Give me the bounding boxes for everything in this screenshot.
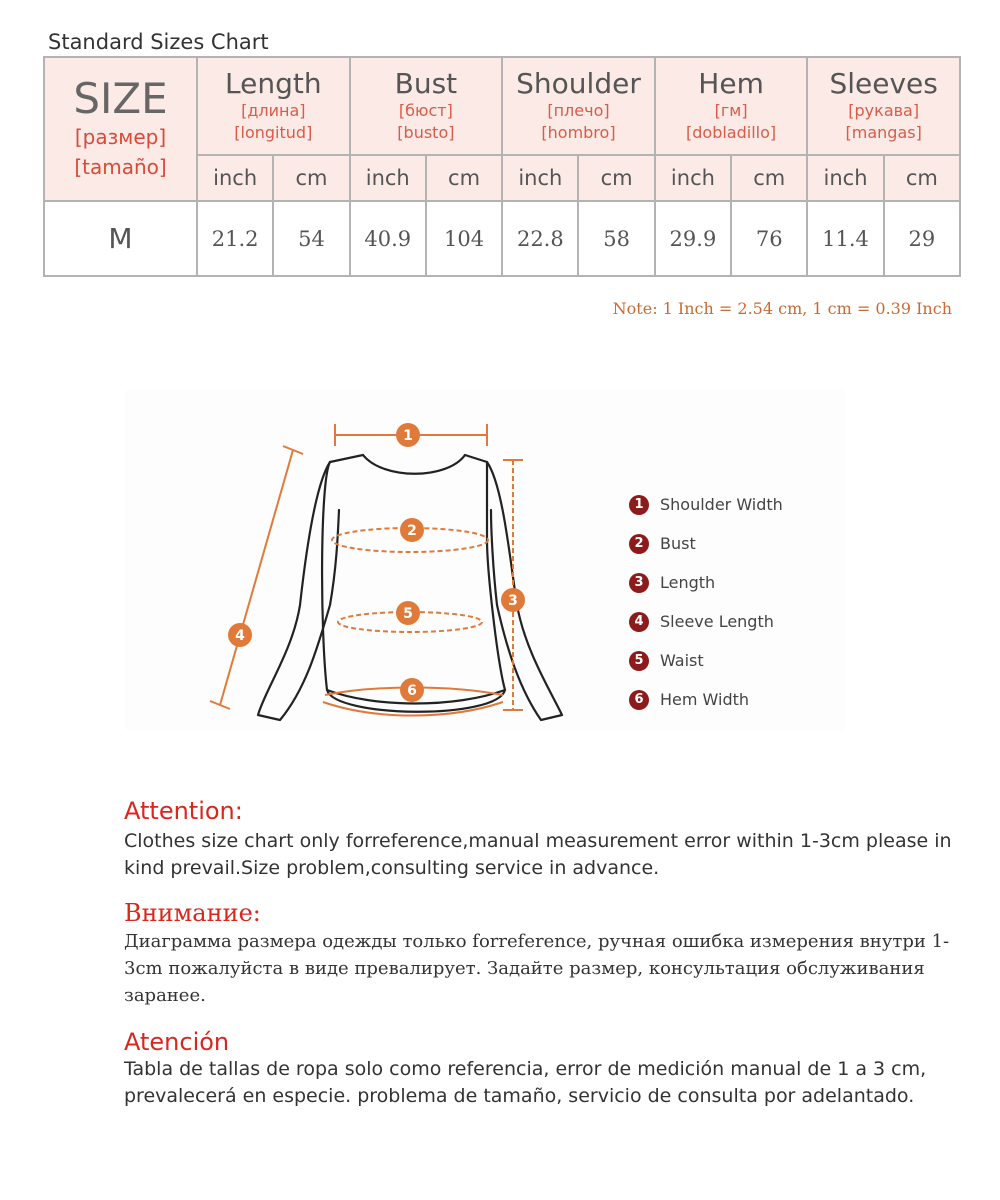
legend-number: 4 <box>629 612 649 632</box>
unit-cell: inch <box>502 155 578 201</box>
legend-label: Bust <box>660 534 696 553</box>
column-title-es: [longitud] <box>234 123 313 142</box>
column-title: Shoulder <box>516 67 641 100</box>
unit-cell: cm <box>884 155 960 201</box>
marker-4-label: 4 <box>235 628 245 644</box>
column-title-es: [busto] <box>397 123 455 142</box>
conversion-note: Note: 1 Inch = 2.54 cm, 1 cm = 0.39 Inch <box>612 299 952 318</box>
unit-cell: inch <box>807 155 883 201</box>
column-header-length <box>197 57 350 155</box>
column-title-ru: [плечо] <box>547 101 610 120</box>
size-header-cell <box>44 57 197 201</box>
unit-cell: inch <box>197 155 273 201</box>
attention-title-en: Attention: <box>124 797 243 825</box>
marker-6-label: 6 <box>407 683 417 699</box>
value-cell: 54 <box>273 201 349 276</box>
column-title-es: [dobladillo] <box>686 123 777 142</box>
attention-title-ru: Внимание: <box>124 899 261 927</box>
size-cell: M <box>44 201 197 276</box>
value-cell: 104 <box>426 201 502 276</box>
column-title-ru: [гм] <box>714 101 748 120</box>
attention-text-en: Clothes size chart only forreference,manual measurement error within 1-3cm please in kind prevail.Size problem,consulting service in advance. <box>124 830 952 879</box>
column-title: Bust <box>394 67 458 100</box>
legend-label: Shoulder Width <box>660 495 783 514</box>
legend-item <box>629 563 783 602</box>
marker-5-label: 5 <box>403 606 413 622</box>
legend-item <box>629 524 783 563</box>
legend-label: Hem Width <box>660 690 750 709</box>
legend-number: 3 <box>629 573 649 593</box>
unit-cell: cm <box>731 155 807 201</box>
measurement-legend <box>629 485 783 719</box>
size-table <box>43 56 961 277</box>
column-title: Hem <box>698 67 764 100</box>
attention-text-ru: Диаграмма размера одежды только forreference, ручная ошибка измерения внутри 1-3cm пожалуйста в виде превалирует. Задайте размер, консультация обслуживания заранее. <box>124 931 950 1006</box>
table-row <box>44 201 960 276</box>
legend-number: 5 <box>629 651 649 671</box>
unit-cell: inch <box>655 155 731 201</box>
column-header-hem <box>655 57 808 155</box>
unit-cell: cm <box>273 155 349 201</box>
column-title: Sleeves <box>829 67 938 100</box>
value-cell: 11.4 <box>807 201 883 276</box>
table-header-row <box>44 57 960 155</box>
value-cell: 29.9 <box>655 201 731 276</box>
size-header-label: SIZE <box>73 74 168 123</box>
legend-label: Waist <box>660 651 704 670</box>
legend-label: Sleeve Length <box>660 612 774 631</box>
marker-1-label: 1 <box>403 428 413 444</box>
size-header-ru: [размер] <box>74 125 167 149</box>
unit-cell: cm <box>578 155 654 201</box>
legend-item <box>629 641 783 680</box>
column-title-ru: [длина] <box>241 101 306 120</box>
value-cell: 21.2 <box>197 201 273 276</box>
column-title-es: [hombro] <box>541 123 616 142</box>
value-cell: 40.9 <box>350 201 426 276</box>
legend-item <box>629 680 783 719</box>
column-header-sleeves <box>807 57 960 155</box>
marker-3-label: 3 <box>508 593 518 609</box>
marker-2-label: 2 <box>407 523 417 539</box>
unit-cell: cm <box>426 155 502 201</box>
attention-title-es: Atención <box>124 1028 230 1056</box>
unit-cell: inch <box>350 155 426 201</box>
legend-label: Length <box>660 573 716 592</box>
column-title-es: [mangas] <box>845 123 922 142</box>
column-header-shoulder <box>502 57 655 155</box>
column-header-bust <box>350 57 503 155</box>
legend-number: 1 <box>629 495 649 515</box>
size-header-es: [tamaño] <box>74 155 167 179</box>
value-cell: 22.8 <box>502 201 578 276</box>
legend-item <box>629 485 783 524</box>
attention-text-es: Tabla de tallas de ropa solo como referencia, error de medición manual de 1 a 3 cm, prevalecerá en especie. problema de tamaño, servicio de consulta por adelantado. <box>124 1058 927 1107</box>
column-title-ru: [рукава] <box>848 101 920 120</box>
value-cell: 29 <box>884 201 960 276</box>
legend-item <box>629 602 783 641</box>
value-cell: 76 <box>731 201 807 276</box>
value-cell: 58 <box>578 201 654 276</box>
legend-number: 6 <box>629 690 649 710</box>
legend-number: 2 <box>629 534 649 554</box>
column-title: Length <box>225 67 322 100</box>
column-title-ru: [бюст] <box>398 101 453 120</box>
chart-title: Standard Sizes Chart <box>48 30 269 54</box>
measure-lines <box>210 424 523 716</box>
